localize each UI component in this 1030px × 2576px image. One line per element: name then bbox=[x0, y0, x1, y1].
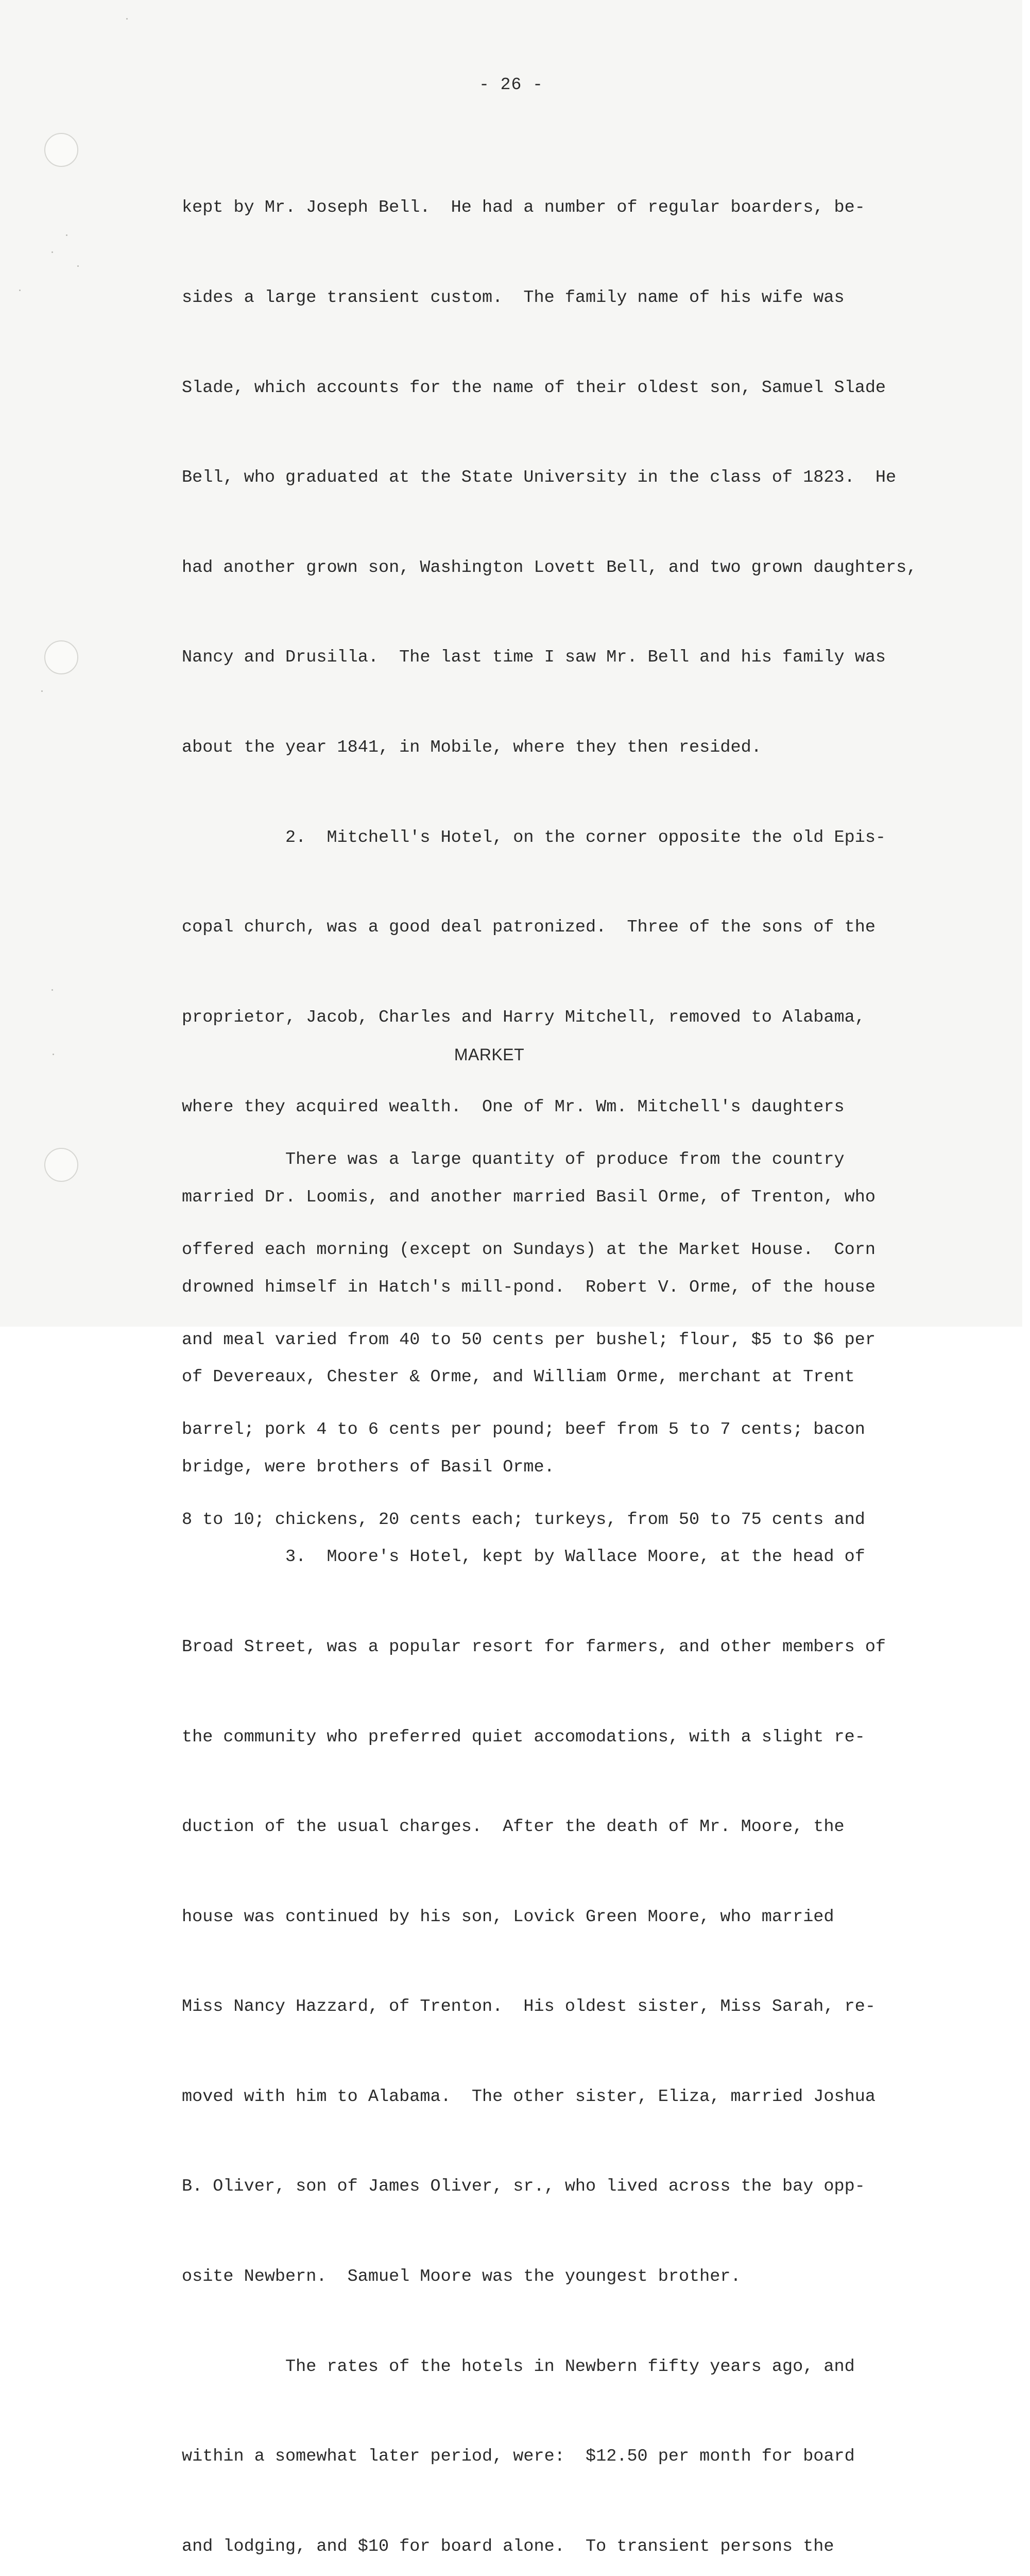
text-line: offered each morning (except on Sundays) at the Market House. Corn bbox=[182, 1240, 876, 1260]
text-line: The rates of the hotels in Newbern fifty years ago, and bbox=[182, 2357, 855, 2377]
text-line: B. Oliver, son of James Oliver, sr., who lived across the bay opp- bbox=[182, 2177, 865, 2197]
text-line: sides a large transient custom. The family name of his wife was bbox=[182, 288, 845, 308]
page-number: - 26 - bbox=[479, 75, 543, 94]
paper-speck bbox=[126, 18, 128, 20]
text-line: copal church, was a good deal patronized. Three of the sons of the bbox=[182, 918, 876, 938]
paper-speck bbox=[52, 251, 53, 253]
text-line: house was continued by his son, Lovick Green Moore, who married bbox=[182, 1907, 834, 1927]
punch-hole-bottom bbox=[44, 1148, 78, 1182]
text-line: 3. Moore's Hotel, kept by Wallace Moore, at the head of bbox=[182, 1547, 865, 1567]
text-line: married Dr. Loomis, and another married Basil Orme, of Trenton, who bbox=[182, 1187, 876, 1207]
paper-speck bbox=[66, 234, 67, 236]
text-line: had another grown son, Washington Lovett Bell, and two grown daughters, bbox=[182, 557, 917, 578]
page-edge-right bbox=[1022, 0, 1030, 1337]
text-line: about the year 1841, in Mobile, where they then resided. bbox=[182, 737, 762, 757]
paper-speck bbox=[52, 989, 53, 991]
text-line: Broad Street, was a popular resort for farmers, and other members of bbox=[182, 1637, 886, 1657]
text-line: of Devereaux, Chester & Orme, and William Orme, merchant at Trent bbox=[182, 1367, 855, 1387]
text-line: bridge, were brothers of Basil Orme. bbox=[182, 1457, 555, 1477]
text-line: and lodging, and $10 for board alone. To transient persons the bbox=[182, 2536, 834, 2556]
text-line: kept by Mr. Joseph Bell. He had a number of regular boarders, be- bbox=[182, 198, 865, 218]
text-line: within a somewhat later period, were: $12.50 per month for board bbox=[182, 2447, 855, 2467]
text-line: Nancy and Drusilla. The last time I saw Mr. Bell and his family was bbox=[182, 648, 886, 668]
text-line: 2. Mitchell's Hotel, on the corner opposite the old Epis- bbox=[182, 827, 886, 848]
text-line: osite Newbern. Samuel Moore was the youngest brother. bbox=[182, 2267, 741, 2287]
punch-hole-middle bbox=[44, 640, 78, 674]
punch-hole-top bbox=[44, 133, 78, 167]
text-line: 8 to 10; chickens, 20 cents each; turkeys, from 50 to 75 cents and bbox=[182, 1510, 865, 1530]
text-line: where they acquired wealth. One of Mr. Wm. Mitchell's daughters bbox=[182, 1097, 845, 1117]
paper-speck bbox=[19, 290, 21, 291]
text-line: Bell, who graduated at the State University in the class of 1823. He bbox=[182, 468, 897, 488]
section-heading: MARKET bbox=[454, 1045, 525, 1064]
text-line: There was a large quantity of produce from the country bbox=[182, 1150, 845, 1170]
body-text-lower bbox=[182, 1085, 903, 1565]
text-line: drowned himself in Hatch's mill-pond. Robert V. Orme, of the house bbox=[182, 1277, 876, 1297]
paper-speck bbox=[41, 690, 43, 692]
text-line: moved with him to Alabama. The other sister, Eliza, married Joshua bbox=[182, 2087, 876, 2107]
text-line: barrel; pork 4 to 6 cents per pound; beef from 5 to 7 cents; bacon bbox=[182, 1420, 865, 1440]
text-line: and meal varied from 40 to 50 cents per bushel; flour, $5 to $6 per bbox=[182, 1330, 876, 1350]
text-line: Miss Nancy Hazzard, of Trenton. His oldest sister, Miss Sarah, re- bbox=[182, 1997, 876, 2017]
text-line: proprietor, Jacob, Charles and Harry Mitchell, removed to Alabama, bbox=[182, 1007, 865, 1027]
text-line: duction of the usual charges. After the death of Mr. Moore, the bbox=[182, 1817, 845, 1837]
text-line: the community who preferred quiet accomodations, with a slight re- bbox=[182, 1727, 865, 1747]
text-line: Slade, which accounts for the name of their oldest son, Samuel Slade bbox=[182, 378, 886, 398]
paper-speck bbox=[77, 265, 79, 267]
